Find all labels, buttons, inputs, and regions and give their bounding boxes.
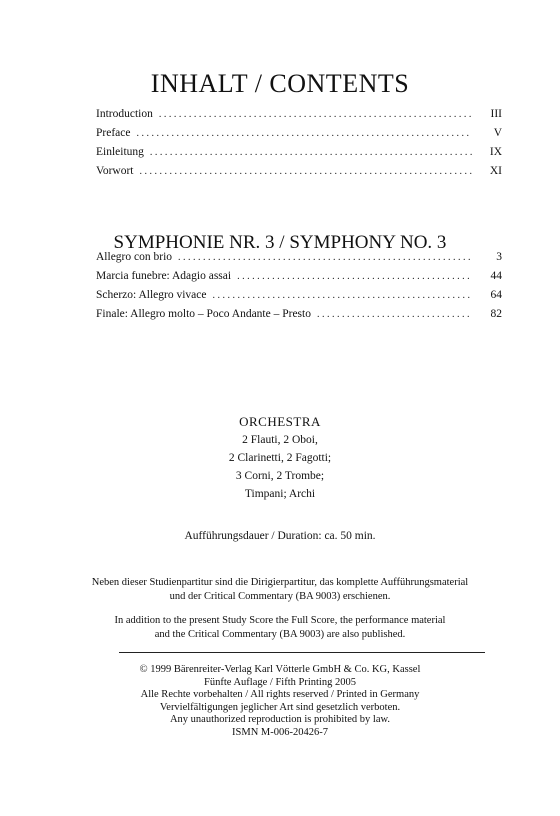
front-matter-list bbox=[96, 108, 502, 184]
notice-line: and the Critical Commentary (BA 9003) are also published. bbox=[154, 629, 406, 640]
toc-entry-page: XI bbox=[489, 165, 502, 177]
toc-entry-page: 64 bbox=[490, 289, 502, 301]
notice-line: In addition to the present Study Score the Full Score, the performance material bbox=[114, 615, 446, 626]
orchestra-line: 3 Corni, 2 Trombe; bbox=[235, 470, 325, 482]
duration-text: Aufführungsdauer / Duration: ca. 50 min. bbox=[184, 530, 376, 542]
copyright-block bbox=[0, 664, 560, 740]
orchestra-heading: ORCHESTRA bbox=[239, 414, 321, 429]
toc-row-movement-3 bbox=[96, 289, 502, 308]
toc-entry-title: Finale: Allegro molto – Poco Andante – Presto bbox=[96, 308, 311, 320]
toc-entry-title: Preface bbox=[96, 127, 131, 139]
toc-entry-title: Marcia funebre: Adagio assai bbox=[96, 270, 232, 282]
dot-leader bbox=[139, 166, 472, 177]
toc-entry-page: V bbox=[493, 127, 502, 139]
notice-english bbox=[0, 614, 560, 642]
toc-row-movement-1 bbox=[96, 251, 502, 270]
toc-row-vorwort bbox=[96, 165, 502, 184]
toc-entry-page: IX bbox=[489, 146, 502, 158]
dot-leader bbox=[150, 147, 472, 158]
page-title: INHALT / CONTENTS bbox=[150, 69, 410, 99]
toc-entry-page: 82 bbox=[490, 308, 502, 320]
divider bbox=[119, 652, 485, 653]
notice-line: Neben dieser Studienpartitur sind die Dirigierpartitur, das komplette Aufführungsmaterial bbox=[91, 577, 469, 588]
dot-leader bbox=[178, 252, 472, 263]
toc-row-introduction bbox=[96, 108, 502, 127]
movements-list bbox=[96, 251, 502, 327]
orchestra-line: Timpani; Archi bbox=[244, 488, 316, 500]
notice-line: und der Critical Commentary (BA 9003) erschienen. bbox=[169, 591, 391, 602]
symphony-title: SYMPHONIE NR. 3 / SYMPHONY NO. 3 bbox=[113, 231, 447, 253]
orchestra-line: 2 Flauti, 2 Oboi, bbox=[242, 434, 318, 446]
rights-line: Alle Rechte vorbehalten / All rights reserved / Printed in Germany bbox=[140, 689, 420, 701]
toc-entry-title: Scherzo: Allegro vivace bbox=[96, 289, 207, 301]
dot-leader bbox=[159, 109, 472, 120]
rights-line-de: Vervielfältigungen jeglicher Art sind gesetzlich verboten. bbox=[159, 701, 401, 713]
toc-row-movement-2 bbox=[96, 270, 502, 289]
orchestra-line: 2 Clarinetti, 2 Fagotti; bbox=[228, 452, 332, 464]
dot-leader bbox=[136, 128, 472, 139]
toc-entry-title: Einleitung bbox=[96, 146, 144, 158]
orchestra-section bbox=[0, 414, 560, 506]
copyright-line: © 1999 Bärenreiter-Verlag Karl Vötterle GmbH & Co. KG, Kassel bbox=[139, 664, 421, 675]
toc-entry-page: 44 bbox=[490, 270, 502, 282]
notice-german bbox=[0, 576, 560, 604]
rights-line-en: Any unauthorized reproduction is prohibited by law. bbox=[169, 714, 391, 726]
toc-row-einleitung bbox=[96, 146, 502, 165]
printing-line: Fünfte Auflage / Fifth Printing 2005 bbox=[204, 676, 356, 688]
ismn-line: ISMN M-006-20426-7 bbox=[232, 726, 328, 738]
toc-entry-title: Vorwort bbox=[96, 165, 134, 177]
toc-row-movement-4 bbox=[96, 308, 502, 327]
toc-entry-title: Introduction bbox=[96, 108, 153, 120]
toc-entry-title: Allegro con brio bbox=[96, 251, 173, 263]
toc-entry-page: III bbox=[490, 108, 502, 120]
toc-row-preface bbox=[96, 127, 502, 146]
dot-leader bbox=[213, 290, 473, 301]
toc-entry-page: 3 bbox=[496, 251, 502, 263]
dot-leader bbox=[237, 271, 472, 282]
dot-leader bbox=[317, 309, 472, 320]
